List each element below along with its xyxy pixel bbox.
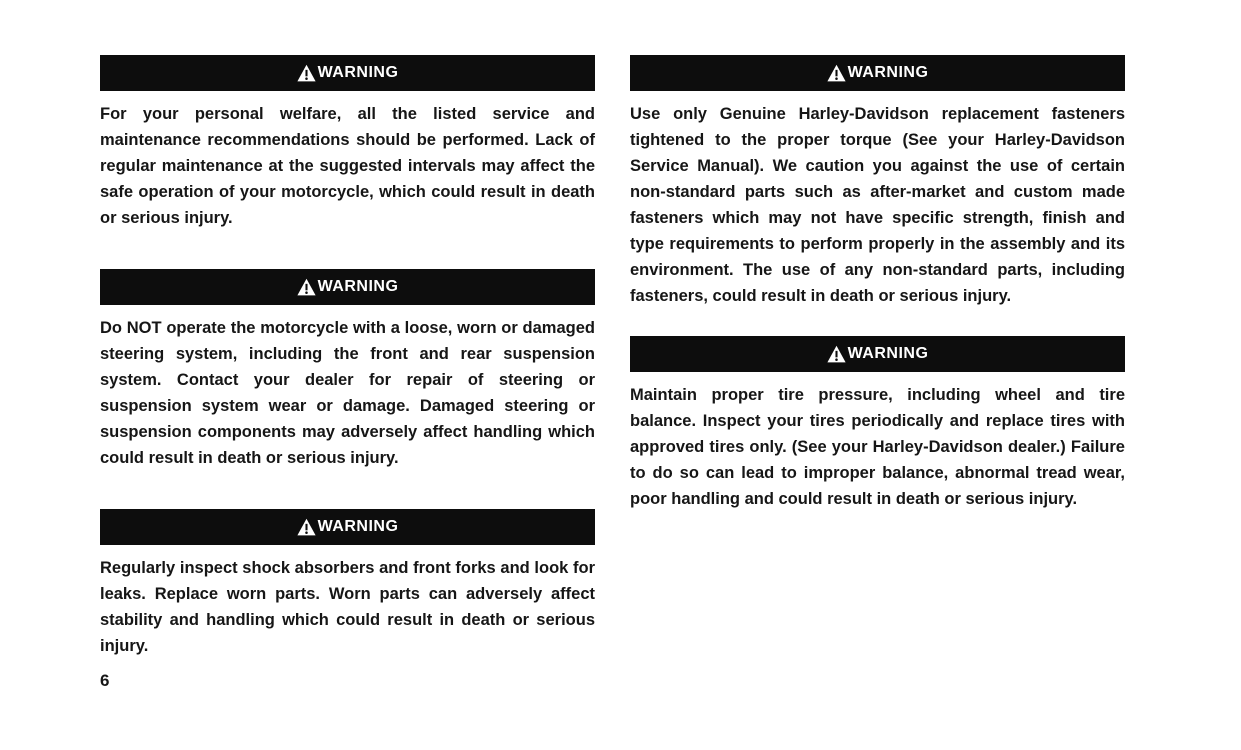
warning-body-text: Do NOT operate the motorcycle with a loose, worn or damaged steering system, including the front and rear suspension system. Contact your dealer for repair of steering or suspension system wear or damage. Damaged steering or suspension components may adversely affect handling which could result in death or serious injury. [100,319,595,467]
warning-header-bar [100,55,595,91]
warning-header-bar [100,509,595,545]
warning-body-text: Use only Genuine Harley-Davidson replacement fasteners tightened to the proper torque (See your Harley-Davidson Service Manual). We caution you against the use of certain non-standard parts such as after-market and custom made fasteners which may not have specific strength, finish and type requirements to perform properly in the assembly and its environment. The use of any non-standard parts, including fasteners, could result in death or serious injury. [630,105,1125,305]
page-number: 6 [100,671,110,690]
warning-label: WARNING [317,278,399,295]
warning-block [100,55,595,231]
warning-header-bar [630,336,1125,372]
warning-block [100,269,595,471]
warning-body-text: For your personal welfare, all the listed service and maintenance recommendations should be performed. Lack of regular maintenance at the suggested intervals may affect the safe operation of your motorcycle, which could result in death or serious injury. [100,105,595,227]
warning-block [100,509,595,659]
warning-label: WARNING [847,345,929,362]
warning-triangle-icon [827,64,846,82]
right-column [630,55,1125,691]
left-column [100,55,595,691]
two-column-layout [100,55,1241,691]
warning-header-bar [100,269,595,305]
warning-block [630,336,1125,512]
warning-header-bar [630,55,1125,91]
warning-body-text: Regularly inspect shock absorbers and front forks and look for leaks. Replace worn parts. Worn parts can adversely affect stability and handling which could result in death or serious injury. [100,559,595,655]
warning-block [630,55,1125,309]
warning-label: WARNING [317,518,399,535]
warning-label: WARNING [317,64,399,81]
warning-triangle-icon [297,278,316,296]
warning-triangle-icon [297,64,316,82]
warning-triangle-icon [297,518,316,536]
warning-triangle-icon [827,345,846,363]
warning-label: WARNING [847,64,929,81]
warning-body-text: Maintain proper tire pressure, including wheel and tire balance. Inspect your tires periodically and replace tires with approved tires only. (See your Harley-Davidson dealer.) Failure to do so can lead to improper balance, abnormal tread wear, poor handling and could result in death or serious injury. [630,386,1125,508]
